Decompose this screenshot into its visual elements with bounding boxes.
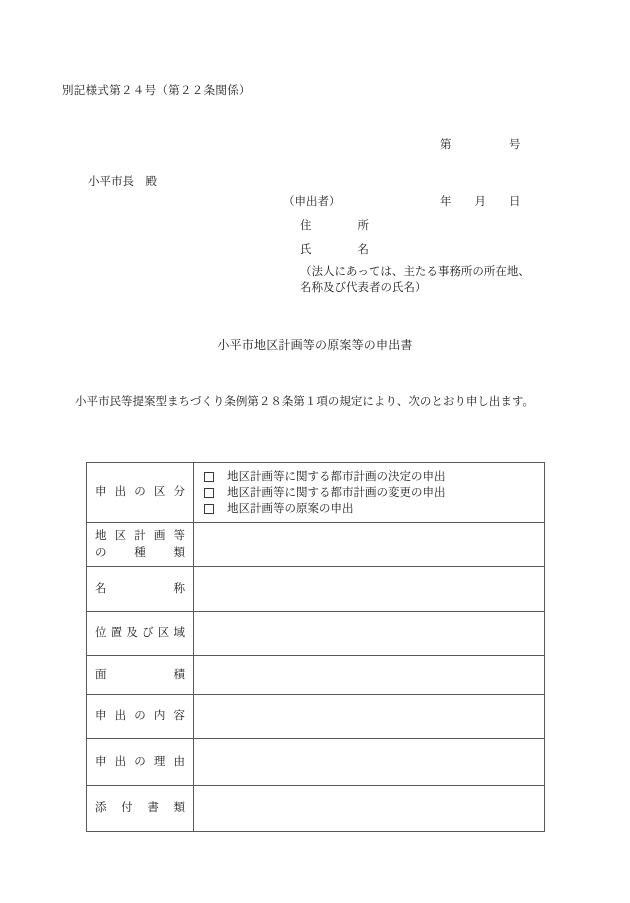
row-label-text: 位置及び区域 xyxy=(95,627,185,639)
row-value-location-area[interactable] xyxy=(194,612,545,656)
table-row-area-size xyxy=(87,656,545,695)
table-row-application-content xyxy=(87,695,545,739)
checkbox-option-change[interactable] xyxy=(200,485,538,501)
table-row-plan-type xyxy=(87,523,545,567)
row-label-location-area xyxy=(87,612,194,656)
application-form-table xyxy=(86,462,545,832)
row-label-application-category xyxy=(87,463,194,523)
row-label-text-line2: の 種 類 xyxy=(95,546,185,559)
row-label-text: 申出の内容 xyxy=(95,710,185,722)
row-label-plan-type xyxy=(87,523,194,567)
row-label-text: 名 称 xyxy=(95,582,185,595)
document-title: 小平市地区計画等の原案等の申出書 xyxy=(217,338,413,352)
checkbox-icon[interactable] xyxy=(204,504,214,514)
row-label-text-line1: 地区計画等 xyxy=(95,529,185,542)
row-label-area-size xyxy=(87,656,194,695)
table-row-attached-documents xyxy=(87,786,545,832)
row-value-application-category xyxy=(194,463,545,523)
row-label-text: 面 積 xyxy=(95,668,185,681)
row-value-plan-type[interactable] xyxy=(194,523,545,567)
table-row-name xyxy=(87,567,545,612)
checkbox-option-draft[interactable] xyxy=(200,501,538,517)
row-label-application-reason xyxy=(87,739,194,786)
row-value-application-reason[interactable] xyxy=(194,739,545,786)
row-label-attached-documents xyxy=(87,786,194,832)
table-row-application-reason xyxy=(87,739,545,786)
application-category-options xyxy=(200,469,538,517)
form-code: 別記様式第２４号（第２２条関係） xyxy=(62,85,251,97)
document-date-field: 年 月 日 xyxy=(440,196,521,208)
applicant-name-label: 氏 名 xyxy=(300,244,369,256)
applicant-address-label: 住 所 xyxy=(300,220,369,232)
checkbox-option-label: 地区計画等の原案の申出 xyxy=(227,502,354,515)
lead-paragraph: 小平市民等提案型まちづくり条例第２８条第１項の規定により、次のとおり申し出ます。 xyxy=(75,396,534,408)
document-number-field: 第 号 xyxy=(440,139,521,151)
row-label-text: 申出の区分 xyxy=(95,486,185,498)
checkbox-option-decision[interactable] xyxy=(200,469,538,485)
row-value-area-size[interactable] xyxy=(194,656,545,695)
row-label-application-content xyxy=(87,695,194,739)
checkbox-icon[interactable] xyxy=(204,488,214,498)
row-value-name[interactable] xyxy=(194,567,545,612)
row-value-attached-documents[interactable] xyxy=(194,786,545,832)
row-label-text: 申出の理由 xyxy=(95,755,185,768)
row-label-text: 添付書類 xyxy=(95,802,185,814)
checkbox-option-label: 地区計画等に関する都市計画の決定の申出 xyxy=(227,470,446,483)
addressee: 小平市長 殿 xyxy=(88,176,157,188)
row-value-application-content[interactable] xyxy=(194,695,545,739)
table-row-location-area xyxy=(87,612,545,656)
checkbox-option-label: 地区計画等に関する都市計画の変更の申出 xyxy=(227,486,446,499)
applicant-corporate-note: （法人にあっては、主たる事務所の所在地、名称及び代表者の氏名） xyxy=(300,266,530,294)
applicant-block xyxy=(283,190,532,296)
checkbox-icon[interactable] xyxy=(204,472,214,482)
row-label-name xyxy=(87,567,194,612)
applicant-heading: （申出者） xyxy=(283,196,341,208)
table-row-application-category xyxy=(87,463,545,523)
